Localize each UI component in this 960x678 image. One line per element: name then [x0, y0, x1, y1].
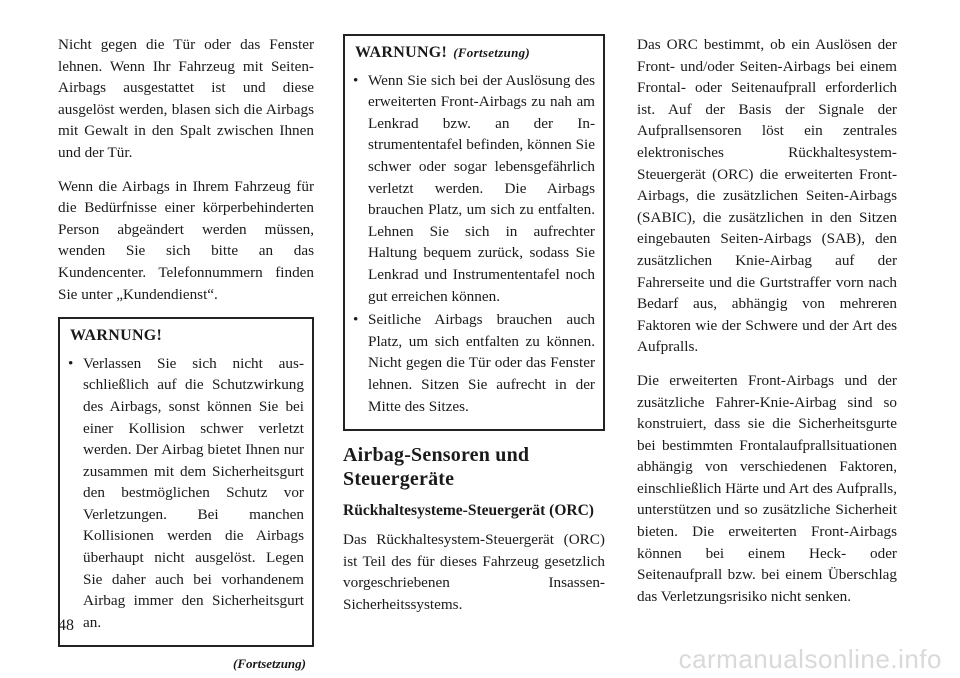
warning-item	[353, 309, 595, 417]
body-paragraph: Das Rückhaltesystem-Steuergerät (ORC) ist Teil des für dieses Fahrzeug gesetzlich vorgeschriebenen Insassen-Sicherheitssystems.	[343, 531, 605, 613]
warning-title: WARNUNG!	[355, 44, 448, 61]
warning-item	[68, 353, 304, 634]
warning-box	[58, 317, 314, 647]
bullet-icon: •	[68, 354, 74, 372]
body-paragraph: Nicht gegen die Tür oder das Fenster lehnen. Wenn Ihr Fahrzeug mit Seiten-Airbags ausgestattet ist und diese ausgelöst werden, blasen sich die Airbags mit Gewalt in den Spalt zwischen Ihnen und der Tür.	[58, 36, 314, 161]
column-left	[58, 34, 314, 675]
warning-continued-label: (Fortsetzung)	[453, 45, 531, 60]
warning-heading	[355, 42, 595, 64]
subsection-heading: Rückhaltesysteme-Steuergerät (ORC)	[343, 502, 594, 520]
bullet-icon: •	[353, 311, 359, 329]
warning-item-text: Wenn Sie sich bei der Auslösung des erweiterten Front-Airbags zu nah am Lenkrad bzw. an der Instrumententafel befinden, können Sie schwer oder sogar lebensgefährlich verletzt werden. Die Airbags brauchen Platz, um sich zu entfalten. Lehnen Sie sich in aufrechter Haltung bequem zurück, sodass Sie Lenkrad und Instrumententafel noch gut erreichen können.	[368, 71, 595, 305]
bullet-icon: •	[353, 71, 359, 89]
warning-item-text: Seitliche Airbags brauchen auch Platz, um sich entfalten zu können. Nicht gegen die Tür oder das Fenster lehnen. Sitzen Sie aufrecht in der Mitte des Sitzes.	[368, 311, 595, 415]
continued-note: (Fortsetzung)	[233, 656, 306, 672]
body-paragraph: Das ORC bestimmt, ob ein Auslösen der Front- und/oder Seiten-Airbags bei einem Frontal- oder Seitenaufprall erforderlich ist. Auf der Basis der Signale der Aufprallsensoren löst ein zentrales elektronisches Rückhaltesystem-Steuergerät (ORC) die erweiterten Front-Airbags, die zusätzlichen Seiten-Airbags (SABIC), die zusätzlichen in den Sitzen eingebauten Seiten-Airbags (SAB), den zusätzlichen Knie-Airbag auf der Fahrerseite und die Gurtstraffer vorn nach Bedarf aus, abhängig von mehreren Faktoren wie der Schwere und der Art des Aufpralls.	[637, 36, 897, 356]
warning-title: WARNUNG!	[70, 327, 163, 345]
warning-box-continued	[343, 34, 605, 431]
warning-heading	[70, 325, 304, 347]
warning-list	[68, 353, 304, 634]
section-heading: Airbag-Sensoren und Steuergeräte	[343, 444, 530, 491]
page-number: 48	[58, 617, 74, 634]
watermark: carmanualsonline.info	[678, 644, 942, 674]
body-paragraph: Die erweiterten Front-Airbags und der zusätzliche Fahrer-Knie-Airbag sind so konstruiert, dass sie die Sicherheitsgurte bei bestimmten Frontalaufprallsituationen abhängig von verschiedenen Faktoren, einschließlich Härte und Art des Aufpralls, unterstützen und so zusätzliche Sicherheit bieten. Die erweiterten Front-Airbags können bei einem Heck- oder Seitenaufprall bzw. bei einem Überschlag das Verletzungsrisiko nicht senken.	[637, 371, 897, 605]
warning-item-text: Verlassen Sie sich nicht ausschließlich auf die Schutzwirkung des Airbags, sonst können Sie bei einer Kollision schwer verletzt werden. Der Airbag bietet Ihnen nur zusammen mit dem Sicherheitsgurt den bestmöglichen Schutz vor Verletzungen. Bei manchen Kollisionen werden die Airbags überhaupt nicht ausgelöst. Legen Sie daher auch bei vorhandenem Airbag immer den Sicherheitsgurt an.	[83, 354, 304, 631]
warning-item	[353, 70, 595, 308]
column-middle	[343, 34, 605, 627]
body-paragraph: Wenn die Airbags in Ihrem Fahrzeug für die Bedürfnisse einer körperbehinderten Person abgeändert werden müssen, wenden Sie sich bitte an das Kundencenter. Telefonnummern finden Sie unter „Kundendienst“.	[58, 177, 314, 303]
warning-list	[353, 70, 595, 418]
column-right	[637, 34, 897, 619]
